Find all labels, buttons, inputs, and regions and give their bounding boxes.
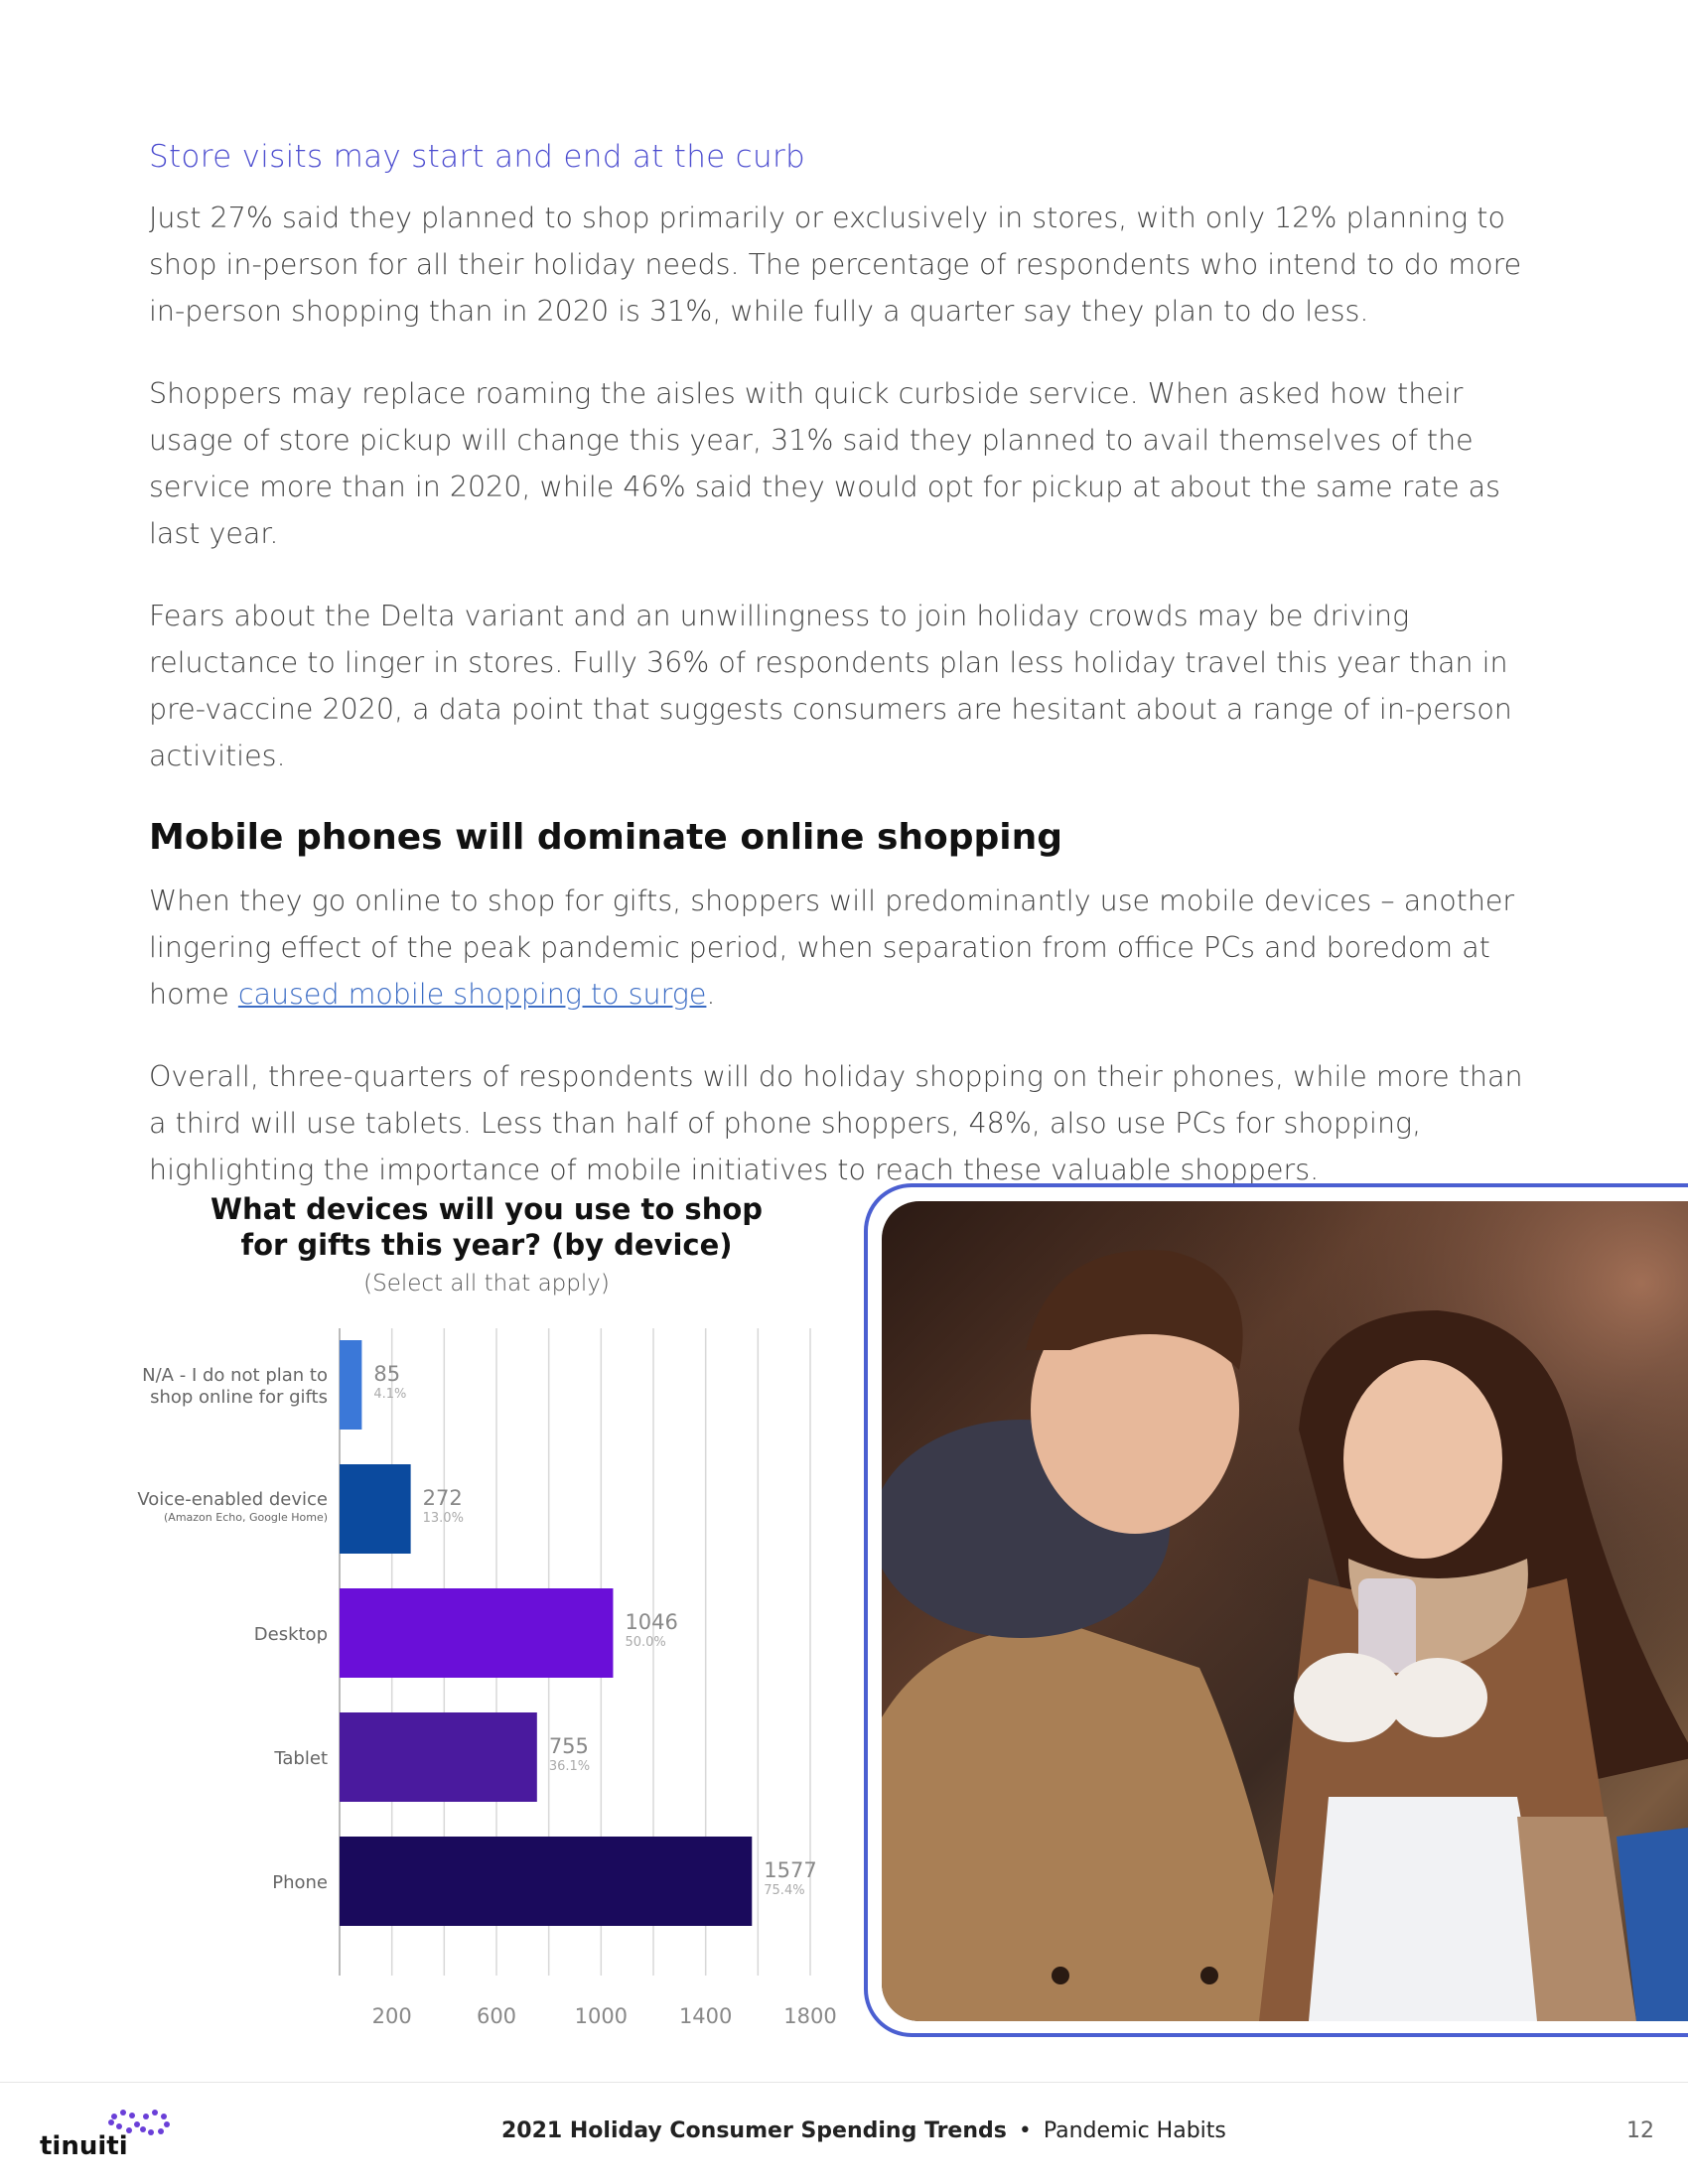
bar xyxy=(340,1588,613,1678)
percent-label: 75.4% xyxy=(764,1883,805,1898)
x-tick-label: 1400 xyxy=(678,2004,733,2028)
category-sublabel: (Amazon Echo, Google Home) xyxy=(164,1511,328,1524)
category-label: Voice-enabled device xyxy=(137,1489,328,1510)
photo-illustration xyxy=(882,1201,1688,2021)
x-tick-label: 1000 xyxy=(574,2004,629,2028)
chart-subtitle: (Select all that apply) xyxy=(363,1271,610,1297)
value-label: 755 xyxy=(548,1734,589,1758)
photo-frame xyxy=(864,1183,1688,2037)
category-label: Desktop xyxy=(253,1624,328,1645)
x-tick-label: 1800 xyxy=(783,2004,837,2028)
section-subheading: Store visits may start and end at the curb xyxy=(149,139,805,175)
category-label: N/A - I do not plan to xyxy=(142,1365,328,1386)
category-label: Phone xyxy=(272,1872,328,1893)
value-label: 1577 xyxy=(764,1858,817,1882)
value-label: 272 xyxy=(422,1486,463,1510)
value-label: 85 xyxy=(373,1362,401,1386)
article-body xyxy=(149,139,1539,1193)
report-title: 2021 Holiday Consumer Spending Trends xyxy=(501,2118,1007,2143)
logo-text: tinuiti xyxy=(40,2131,128,2161)
section-heading: Mobile phones will dominate online shopping xyxy=(149,817,1063,858)
value-label: 1046 xyxy=(625,1610,678,1634)
paragraph-text-end: . xyxy=(706,978,716,1011)
percent-label: 50.0% xyxy=(625,1635,666,1650)
percent-label: 36.1% xyxy=(548,1759,591,1774)
bar xyxy=(340,1837,752,1926)
category-label: Tablet xyxy=(274,1748,328,1769)
paragraph-text: When they go online to shop for gifts, shoppers will predominantly use mobile devices – another lingering effect of the peak pandemic period, when separation from office PCs and boredom at home xyxy=(149,885,1515,1011)
x-tick-label: 200 xyxy=(371,2004,412,2028)
paragraph-delta-variant: Fears about the Delta variant and an unwillingness to join holiday crowds may be driving reluctance to linger in stores. Fully 36% of respondents plan less holiday travel this year than in pre-vaccine 2020, a data point that suggests consumers are hesitant about a range of in-person activities. xyxy=(149,600,1512,772)
x-tick-label: 600 xyxy=(476,2004,517,2028)
chart-title: What devices will you use to shop for gifts this year? (by device) xyxy=(210,1192,764,1262)
bar xyxy=(340,1340,361,1430)
paragraph-overall: Overall, three-quarters of respondents will do holiday shopping on their phones, while more than a third will use tablets. Less than half of phone shoppers, 48%, also use PCs for shopping, highlighting the importance of mobile initiatives to reach these valuable shoppers. xyxy=(149,1060,1523,1186)
category-label: shop online for gifts xyxy=(150,1387,328,1408)
bar xyxy=(340,1464,411,1554)
mobile-shopping-link[interactable]: caused mobile shopping to surge xyxy=(237,978,707,1011)
paragraph-store-shopping: Just 27% said they planned to shop primarily or exclusively in stores, with only 12% planning to shop in-person for all their holiday needs. The percentage of respondents who intend to do more in-person shopping than in 2020 is 31%, while fully a quarter say they plan to do less. xyxy=(149,202,1522,328)
tinuiti-logo xyxy=(40,2103,189,2166)
page-number: 12 xyxy=(1626,2118,1654,2143)
percent-label: 4.1% xyxy=(373,1387,407,1402)
bar xyxy=(340,1712,537,1802)
tinuiti-logo-mark xyxy=(40,2103,189,2162)
paragraph-curbside: Shoppers may replace roaming the aisles with quick curbside service. When asked how their usage of store pickup will change this year, 31% said they planned to avail themselves of the service more than in 2020, while 46% said they would opt for pickup at about the same rate as last year. xyxy=(149,377,1500,550)
footer-section: Pandemic Habits xyxy=(1043,2118,1226,2143)
device-bar-chart xyxy=(129,1320,844,2035)
paragraph-mobile-devices xyxy=(149,878,1539,1018)
footer-separator: • xyxy=(1018,2118,1032,2143)
percent-label: 13.0% xyxy=(422,1511,464,1526)
footer-title xyxy=(501,2118,1226,2143)
couple-shopping-photo xyxy=(882,1201,1688,2021)
